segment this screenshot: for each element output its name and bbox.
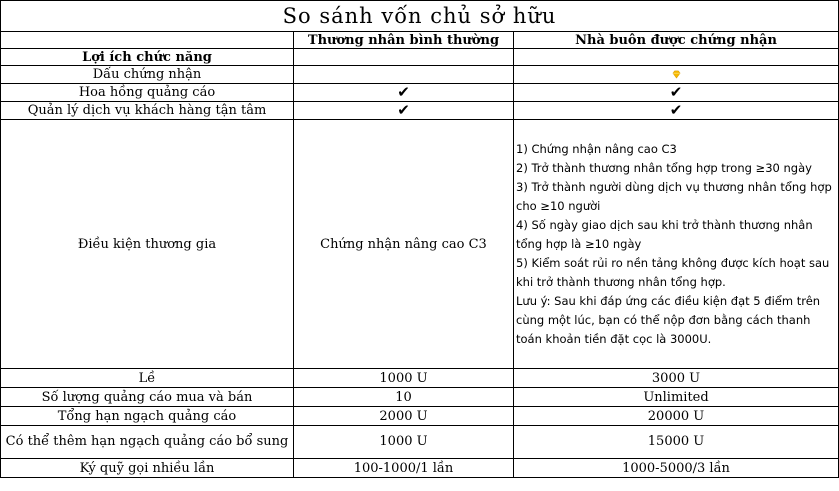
row-label: Có thể thêm hạn ngạch quảng cáo bổ sung: [1, 426, 294, 459]
cell-regular: [294, 66, 514, 84]
table-row: [1, 102, 839, 120]
cell-regular: 2000 U: [294, 407, 514, 426]
cell-regular: 1000 U: [294, 369, 514, 388]
cell-regular: Chứng nhận nâng cao C3: [294, 120, 514, 369]
section-empty-regular: [294, 49, 514, 66]
table-row: [1, 388, 839, 407]
table-row: [1, 66, 839, 84]
cell-certified: [514, 66, 839, 84]
table-row: [1, 426, 839, 459]
check-icon: ✔: [294, 84, 514, 102]
cell-certified: 1000-5000/3 lần: [514, 459, 839, 478]
section-label: Lợi ích chức năng: [1, 49, 294, 66]
row-label: Hoa hồng quảng cáo: [1, 84, 294, 102]
check-icon: ✔: [514, 102, 839, 120]
condition-note: Lưu ý: Sau khi đáp ứng các điều kiện đạt 5 điểm trên cùng một lúc, bạn có thể nộp đơn bằng cách thanh toán khoản tiền đặt cọc là 3000U.: [516, 293, 821, 346]
section-row: [1, 49, 839, 66]
cell-regular: 10: [294, 388, 514, 407]
cell-certified: 20000 U: [514, 407, 839, 426]
table-row: [1, 84, 839, 102]
check-icon: ✔: [294, 102, 514, 120]
cell-certified: 15000 U: [514, 426, 839, 459]
condition-item: 5) Kiểm soát rủi ro nền tảng không được kích hoạt sau khi trở thành thương nhân tổng hợp.: [516, 255, 830, 289]
condition-item: 1) Chứng nhận nâng cao C3: [516, 141, 677, 156]
table-row: [1, 459, 839, 478]
row-label: Quản lý dịch vụ khách hàng tận tâm: [1, 102, 294, 120]
condition-item: 2) Trở thành thương nhân tổng hợp trong ≥30 ngày: [516, 160, 812, 175]
row-label: Dấu chứng nhận: [1, 66, 294, 84]
table-row: [1, 369, 839, 388]
header-regular: Thương nhân bình thường: [294, 32, 514, 49]
condition-item: 3) Trở thành người dùng dịch vụ thương nhân tổng hợp cho ≥10 người: [516, 179, 832, 213]
row-label: Số lượng quảng cáo mua và bán: [1, 388, 294, 407]
conditions-list: [514, 120, 839, 369]
table-row: [1, 407, 839, 426]
row-label: Lề: [1, 369, 294, 388]
condition-item: 4) Số ngày giao dịch sau khi trở thành thương nhân tổng hợp là ≥10 ngày: [516, 217, 813, 251]
cell-regular: 1000 U: [294, 426, 514, 459]
gold-diamond-icon: [672, 70, 681, 79]
header-row: [1, 32, 839, 49]
section-empty-certified: [514, 49, 839, 66]
cell-regular: 100-1000/1 lần: [294, 459, 514, 478]
header-certified: Nhà buôn được chứng nhận: [514, 32, 839, 49]
header-feature: [1, 32, 294, 49]
row-label: Ký quỹ gọi nhiều lần: [1, 459, 294, 478]
cell-certified: 3000 U: [514, 369, 839, 388]
row-label: Điều kiện thương gia: [1, 120, 294, 369]
cell-certified: Unlimited: [514, 388, 839, 407]
title-row: [1, 1, 839, 32]
table-row: [1, 120, 839, 369]
table-title: So sánh vốn chủ sở hữu: [1, 1, 839, 32]
check-icon: ✔: [514, 84, 839, 102]
row-label: Tổng hạn ngạch quảng cáo: [1, 407, 294, 426]
